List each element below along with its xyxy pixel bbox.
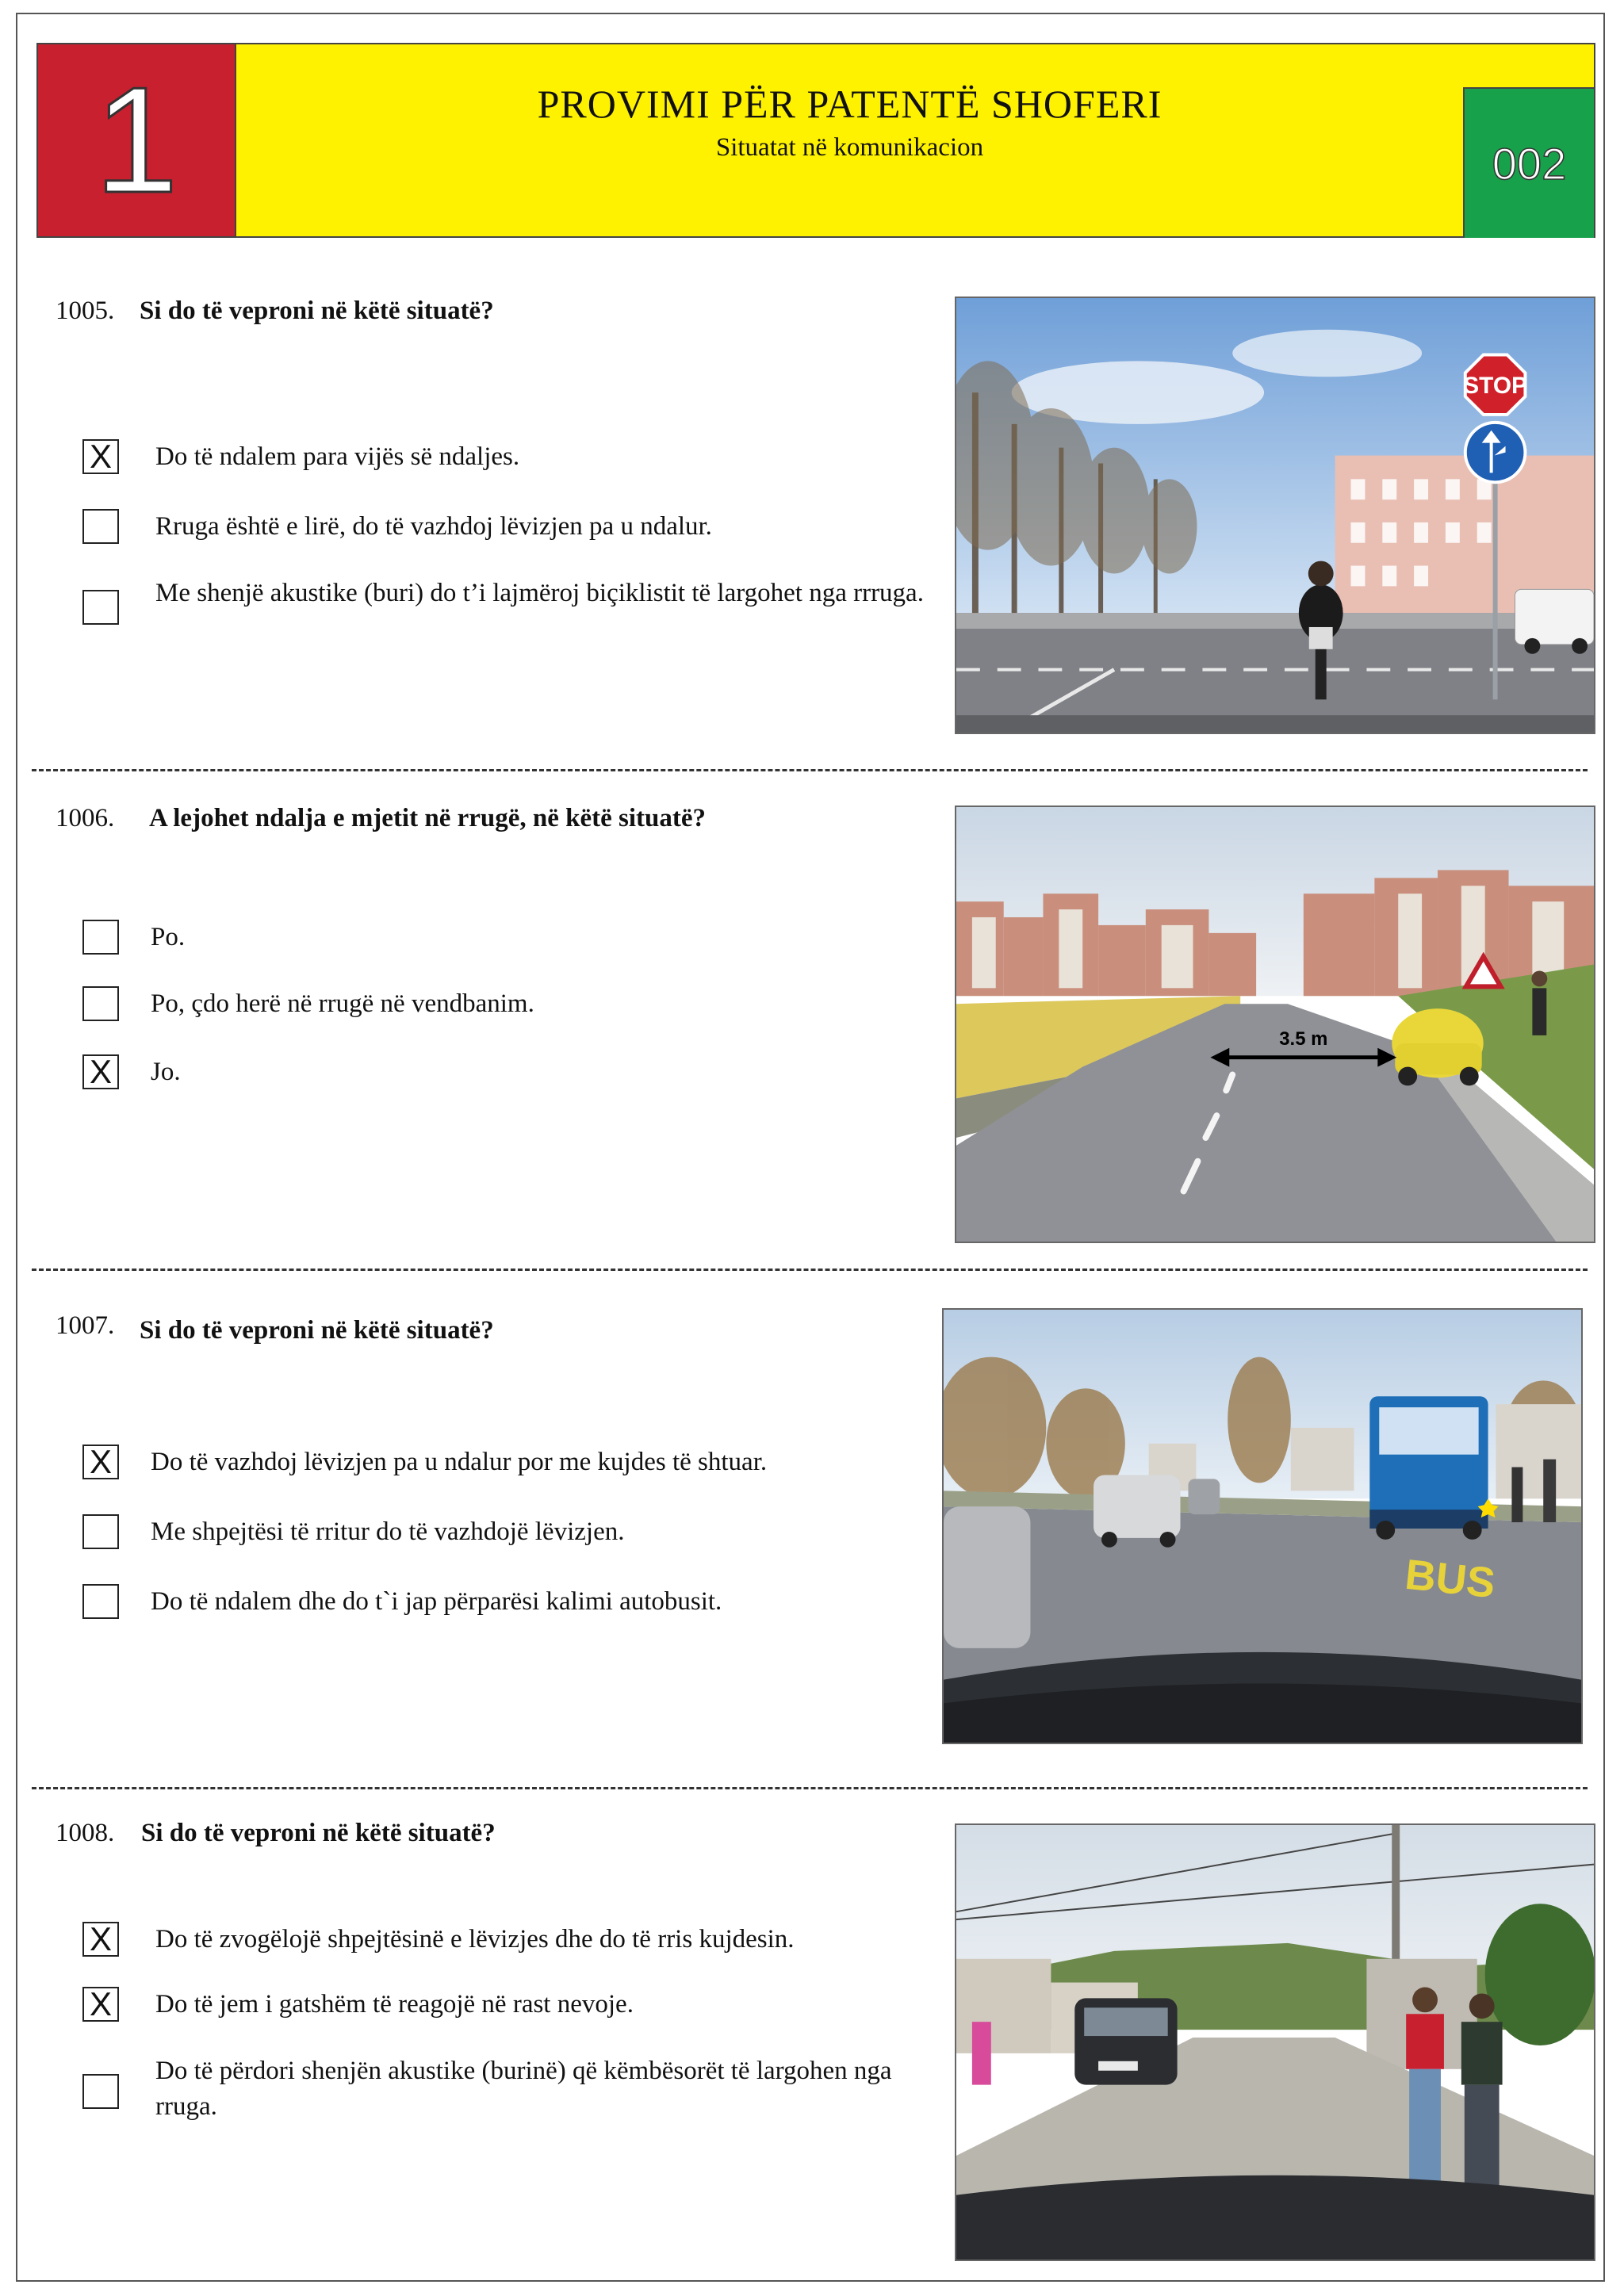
- answer-text: Do të përdori shenjën akustike (burinë) që këmbësorët të largohen nga rruga.: [155, 2057, 892, 2121]
- answer-checkbox[interactable]: [82, 1584, 119, 1619]
- section-divider: [32, 769, 1588, 771]
- question-number: 1006.: [56, 804, 115, 832]
- answer-text: Do të zvogëlojë shpejtësinë e lëvizjes dhe do të rris kujdesin.: [155, 1925, 795, 1954]
- answer-text: Po, çdo herë në rrugë në vendbanim.: [151, 989, 534, 1018]
- page-code: 002: [1492, 138, 1567, 189]
- answer-option[interactable]: [82, 509, 917, 545]
- answer-text: Po.: [151, 923, 186, 951]
- answer-checkbox[interactable]: [82, 2074, 119, 2109]
- answer-checkbox[interactable]: [82, 920, 119, 955]
- question-number: 1007.: [56, 1311, 115, 1340]
- section-divider: [32, 1269, 1588, 1271]
- answer-option[interactable]: [82, 1987, 917, 2022]
- answer-checkbox[interactable]: X: [82, 1445, 119, 1479]
- question-text: A lejohet ndalja e mjetit në rrugë, në këtë situatë?: [149, 804, 707, 832]
- situation-photo-bus-stop: [942, 1308, 1583, 1744]
- answer-text: Me shpejtësi të rritur do të vazhdojë lëvizjen.: [151, 1517, 625, 1546]
- question-text: Si do të veproni në këtë situatë?: [140, 297, 494, 325]
- answer-option[interactable]: [82, 1054, 912, 1090]
- answer-checkbox[interactable]: [82, 1514, 119, 1549]
- answer-text: Jo.: [151, 1058, 181, 1086]
- answer-checkbox[interactable]: X: [82, 1054, 119, 1089]
- answer-option[interactable]: [82, 986, 912, 1022]
- page-subtitle: Situatat në komunikacion: [715, 133, 984, 162]
- answer-option[interactable]: [82, 1445, 912, 1480]
- answer-option[interactable]: [82, 920, 912, 955]
- answer-text: Me shenjë akustike (buri) do t’i lajmëroj biçiklistit të largohet nga rrruga.: [155, 579, 924, 607]
- question-number: 1008.: [56, 1819, 115, 1847]
- answer-text: Do të ndalem dhe do t`i jap përparësi kalimi autobusit.: [151, 1587, 722, 1616]
- answer-checkbox[interactable]: [82, 986, 119, 1021]
- situation-photo-road-width: [955, 806, 1595, 1243]
- answer-option[interactable]: [82, 439, 917, 475]
- question-text: Si do të veproni në këtë situatë?: [141, 1819, 496, 1847]
- section-divider: [32, 1787, 1588, 1789]
- question-number: 1005.: [56, 297, 115, 325]
- stop-sign-text: STOP: [1463, 373, 1527, 400]
- situation-photo-pedestrians: [955, 1823, 1595, 2261]
- road-bus-marking: BUS: [1403, 1550, 1498, 1608]
- situation-photo-stop-sign: [955, 297, 1595, 734]
- answer-option[interactable]: [82, 1584, 912, 1620]
- answer-checkbox[interactable]: X: [82, 439, 119, 474]
- page-title: PROVIMI PËR PATENTË SHOFERI: [537, 82, 1162, 126]
- answer-text: Do të jem i gatshëm të reagojë në rast nevoje.: [155, 1990, 634, 2019]
- answer-option[interactable]: [82, 1514, 912, 1550]
- header-banner: [36, 43, 1595, 238]
- measurement-label: 3.5 m: [1279, 1027, 1328, 1050]
- test-number-box: [38, 44, 236, 236]
- answer-text: Do të ndalem para vijës së ndaljes.: [155, 442, 520, 471]
- page-code-box: [1463, 87, 1594, 238]
- answer-option[interactable]: [82, 1922, 917, 1957]
- answer-checkbox[interactable]: X: [82, 1922, 119, 1957]
- question-text: Si do të veproni në këtë situatë?: [140, 1316, 494, 1345]
- answer-checkbox[interactable]: [82, 509, 119, 544]
- test-number: 1: [94, 56, 178, 224]
- answer-checkbox[interactable]: [82, 590, 119, 625]
- answer-text: Do të vazhdoj lëvizjen pa u ndalur por me kujdes të shtuar.: [151, 1448, 768, 1476]
- answer-text: Rruga është e lirë, do të vazhdoj lëvizjen pa u ndalur.: [155, 512, 712, 541]
- answer-checkbox[interactable]: X: [82, 1987, 119, 2022]
- answer-option[interactable]: [82, 2053, 948, 2125]
- answer-option[interactable]: [82, 576, 948, 625]
